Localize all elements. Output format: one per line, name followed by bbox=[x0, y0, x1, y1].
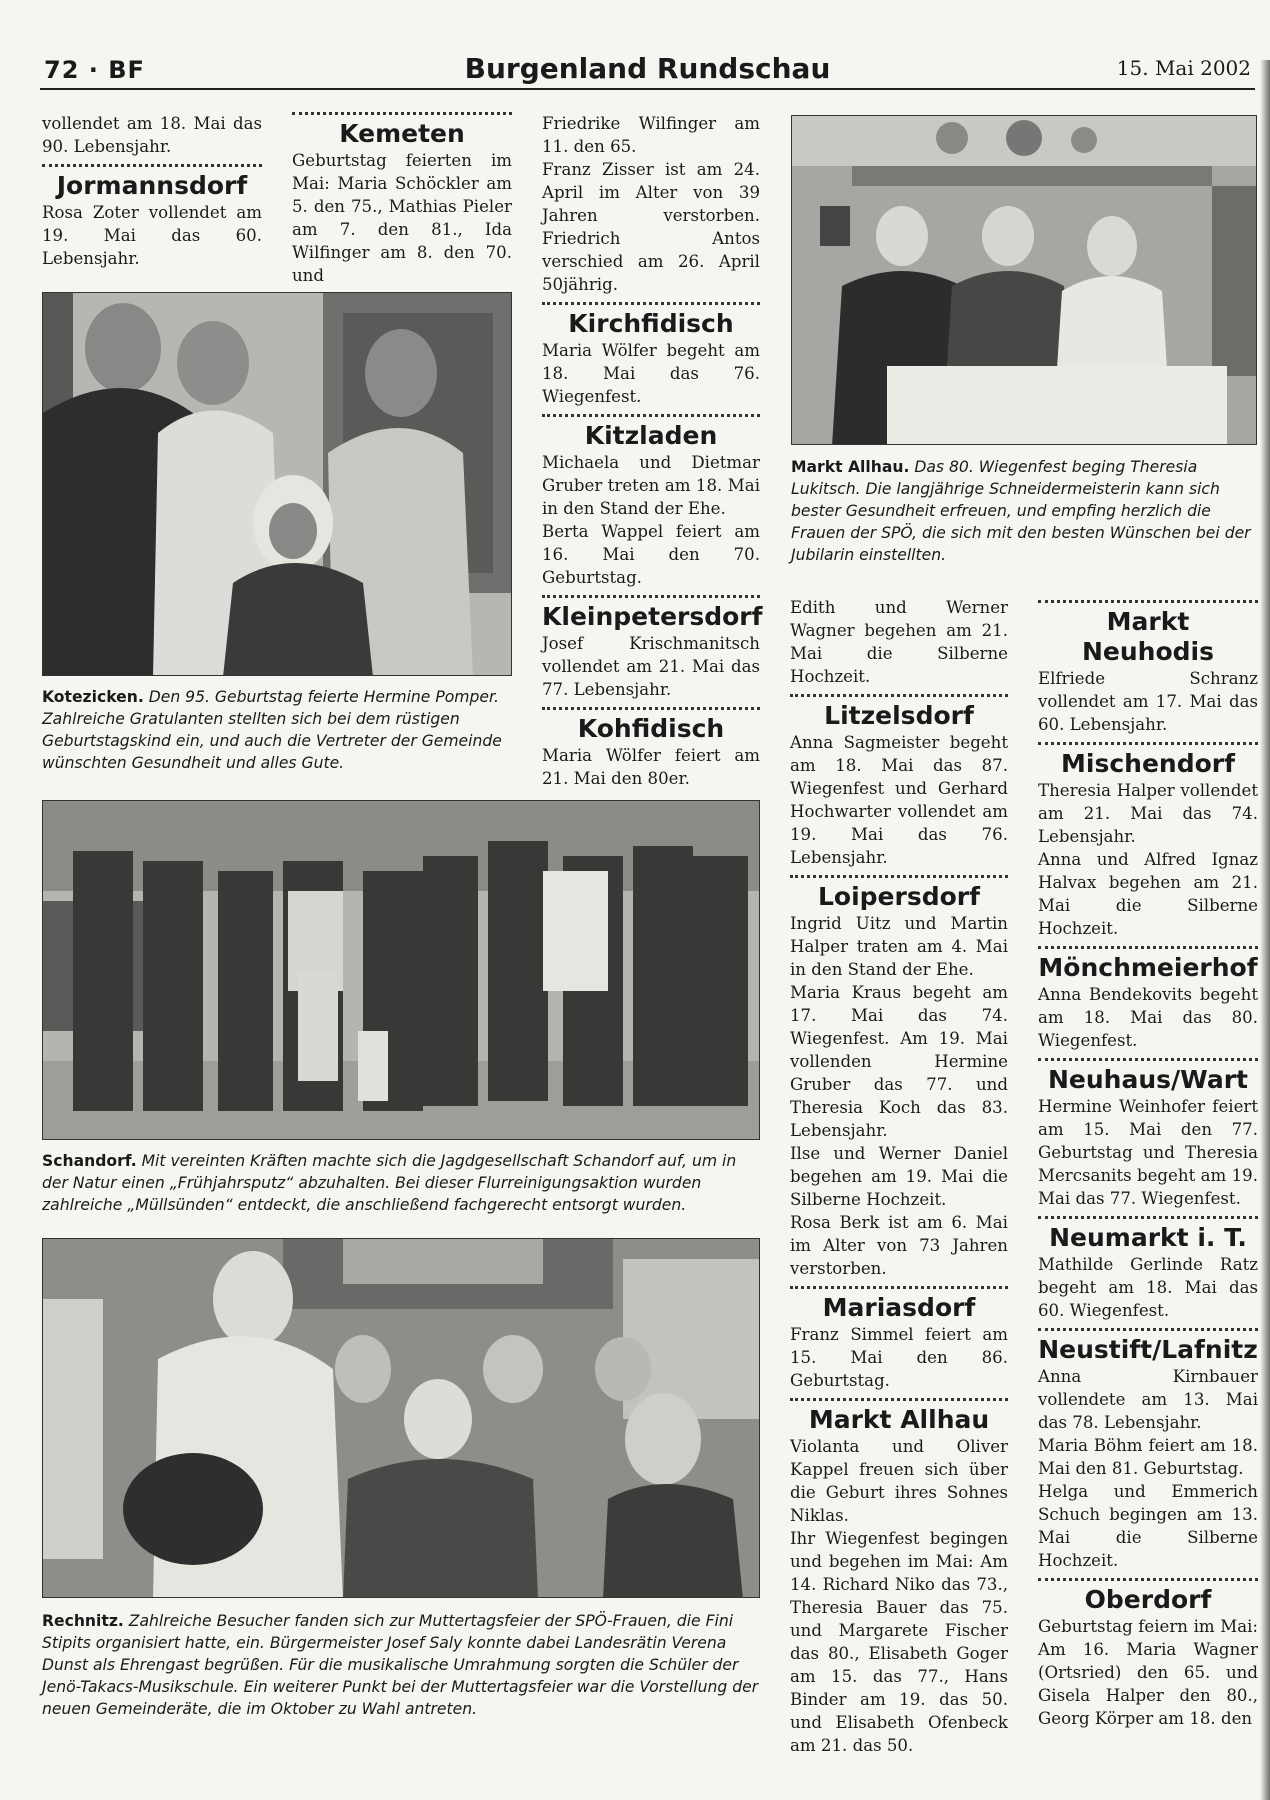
dotted-separator bbox=[42, 164, 262, 167]
dotted-separator bbox=[1038, 600, 1258, 603]
entry-text: Franz Zisser ist am 24. April im Alter von 39 Jahren verstorben. Friedrich Antos verschied am 26. April 50jährig. bbox=[542, 160, 760, 294]
dotted-separator bbox=[542, 302, 760, 305]
entry-text bbox=[42, 201, 262, 270]
municipality-heading: Kohfidisch bbox=[577, 714, 725, 743]
entry-paragraph: Rosa Berk ist am 6. Mai im Alter von 73 Jahren verstorben. bbox=[790, 1213, 1008, 1278]
page-header bbox=[40, 48, 1255, 90]
caption-place: Schandorf. bbox=[42, 1152, 137, 1170]
photo-markt-allhau bbox=[791, 115, 1257, 445]
entry-paragraph: Ihr Wiegenfest begingen und begehen im Mai: Am 14. Richard Niko das 73., Theresia Bauer das 75. und Margarete Fischer das 80., Elisabeth Goger am 15. das 77., Hans Binder am 19. das 50. und Elisabeth Ofenbeck am 21. das 50. bbox=[790, 1529, 1008, 1755]
entry-text bbox=[1038, 1615, 1258, 1730]
entry-paragraph: Maria Wölfer feiert am 21. Mai den 80er. bbox=[542, 746, 760, 788]
dotted-separator bbox=[1038, 946, 1258, 949]
entry-text bbox=[790, 1323, 1008, 1392]
dotted-separator bbox=[1038, 742, 1258, 745]
caption-text: Mit vereinten Kräften machte sich die Jagdgesellschaft Schandorf auf, um in der Natur einen „Frühjahrsputz“ abzuhalten. Bei dieser Flurreinigungsaktion wurden zahlreiche „Müllsünden“ entdeckt, die anschließend fachgerecht entsorgt wurden. bbox=[42, 1152, 737, 1214]
entry-paragraph: Geburtstag feiern im Mai: Am 16. Maria Wagner (Ortsried) den 65. und Gisela Halper den 80., Georg Körper am 18. den bbox=[1038, 1617, 1258, 1728]
entry-text: Friedrike Wilfinger am 11. den 65. bbox=[542, 114, 760, 156]
entry-paragraph: Michaela und Dietmar Gruber treten am 18. Mai in den Stand der Ehe. bbox=[542, 453, 760, 518]
column-5-text bbox=[1038, 596, 1258, 1730]
entry-text: vollendet am 18. Mai das 90. Lebensjahr. bbox=[42, 114, 262, 156]
caption-place: Markt Allhau. bbox=[791, 458, 910, 476]
dotted-separator bbox=[542, 414, 760, 417]
entry-paragraph: Hermine Weinhofer feiert am 15. Mai den 77. Geburtstag und Theresia Mercsanits begeht am 19. Mai das 77. Wiegenfest. bbox=[1038, 1097, 1258, 1208]
entry-paragraph: Franz Simmel feiert am 15. Mai den 86. Geburtstag. bbox=[790, 1325, 1008, 1390]
column-4-text bbox=[790, 596, 1008, 1757]
municipality-heading: Mischendorf bbox=[1061, 749, 1235, 778]
column-1-text bbox=[42, 112, 262, 270]
entry-paragraph: Mathilde Gerlinde Ratz begeht am 18. Mai das 60. Wiegenfest. bbox=[1038, 1255, 1258, 1320]
photo-rechnitz bbox=[42, 1238, 760, 1598]
entry-paragraph: Maria Kraus begeht am 17. Mai das 74. Wiegenfest. Am 19. Mai vollenden Hermine Gruber das 77. und Theresia Koch das 83. Lebensjahr. bbox=[790, 983, 1008, 1140]
caption-kotezicken bbox=[42, 686, 512, 774]
municipality-heading: Neuhaus/Wart bbox=[1048, 1065, 1248, 1094]
entry-text bbox=[1038, 779, 1258, 940]
municipality-heading: Kirchfidisch bbox=[568, 309, 734, 338]
scan-edge-shadow bbox=[1260, 60, 1270, 1800]
caption-text: Zahlreiche Besucher fanden sich zur Muttertagsfeier der SPÖ-Frauen, die Fini Stipits organisiert hatte, ein. Bürgermeister Josef Saly konnte dabei Landesrätin Verena Dunst als Ehrengast begrüßen. Für die musikalische Umrahmung sorgten die Schüler der Jenö-Takacs-Musikschule. Ein weiterer Punkt bei der Muttertagsfeier war die Vorstellung der neuen Gemeinderäte, die im Oktober zu Wahl antreten. bbox=[42, 1612, 759, 1718]
municipality-heading: Kitzladen bbox=[584, 421, 718, 450]
entry-paragraph: Ingrid Uitz und Martin Halper traten am 4. Mai in den Stand der Ehe. bbox=[790, 914, 1008, 979]
caption-schandorf bbox=[42, 1150, 760, 1216]
municipality-heading: Jormannsdorf bbox=[56, 171, 248, 200]
caption-place: Kotezicken. bbox=[42, 688, 144, 706]
entry-paragraph: Josef Krischmanitsch vollendet am 21. Mai das 77. Lebensjahr. bbox=[542, 634, 760, 699]
caption-text: Den 95. Geburtstag feierte Hermine Pomper. Zahlreiche Gratulanten stellten sich bei dem rüstigen Geburtstagskind ein, und auch die Vertreter der Gemeinde wünschten Gesundheit und alles Gute. bbox=[42, 688, 502, 772]
dotted-separator bbox=[790, 1398, 1008, 1401]
caption-markt-allhau bbox=[791, 456, 1257, 566]
column-2-text bbox=[292, 112, 512, 287]
entry-text bbox=[1038, 1253, 1258, 1322]
issue-date: 15. Mai 2002 bbox=[1116, 56, 1251, 80]
municipality-heading: Neumarkt i. T. bbox=[1049, 1223, 1247, 1252]
page-number: 72 · BF bbox=[44, 56, 145, 84]
entry-paragraph: Maria Wölfer begeht am 18. Mai das 76. Wiegenfest. bbox=[542, 341, 760, 406]
entry-paragraph: Elfriede Schranz vollendet am 17. Mai das 60. Lebensjahr. bbox=[1038, 669, 1258, 734]
column-3-text bbox=[542, 112, 763, 790]
entry-text bbox=[1038, 667, 1258, 736]
dotted-separator bbox=[542, 595, 760, 598]
entry-paragraph: Theresia Halper vollendet am 21. Mai das 74. Lebensjahr. bbox=[1038, 781, 1258, 846]
dotted-separator bbox=[1038, 1578, 1258, 1581]
entry-text bbox=[790, 912, 1008, 1280]
dotted-separator bbox=[542, 707, 760, 710]
municipality-heading: Litzelsdorf bbox=[824, 701, 974, 730]
dotted-separator bbox=[790, 1286, 1008, 1289]
entry-text bbox=[1038, 1095, 1258, 1210]
municipality-heading: Neustift/Lafnitz bbox=[1038, 1335, 1258, 1364]
entry-text bbox=[542, 744, 760, 790]
municipality-heading: Loipersdorf bbox=[817, 882, 980, 911]
municipality-heading: Kemeten bbox=[339, 119, 465, 148]
dotted-separator bbox=[292, 112, 512, 115]
municipality-heading: Markt Allhau bbox=[808, 1405, 990, 1434]
photo-schandorf bbox=[42, 800, 760, 1140]
entry-text bbox=[790, 1435, 1008, 1757]
entry-text bbox=[1038, 1365, 1258, 1572]
entry-text bbox=[790, 731, 1008, 869]
entry-paragraph: Berta Wappel feiert am 16. Mai den 70. Geburtstag. bbox=[542, 522, 760, 587]
entry-paragraph: Violanta und Oliver Kappel freuen sich über die Geburt ihres Sohnes Niklas. bbox=[790, 1437, 1008, 1525]
entry-paragraph: Ilse und Werner Daniel begehen am 19. Mai die Silberne Hochzeit. bbox=[790, 1144, 1008, 1209]
caption-text: Das 80. Wiegenfest beging Theresia Lukitsch. Die langjährige Schneidermeisterin kann sich bester Gesundheit erfreuen, und empfing herzlich die Frauen der SPÖ, die sich mit den besten Wünschen bei der Jubilarin einstellten. bbox=[791, 458, 1251, 564]
caption-rechnitz bbox=[42, 1610, 760, 1720]
caption-place: Rechnitz. bbox=[42, 1612, 124, 1630]
entry-paragraph: Maria Böhm feiert am 18. Mai den 81. Geburtstag. bbox=[1038, 1436, 1258, 1478]
entry-paragraph: Anna Kirnbauer vollendete am 13. Mai das 78. Lebensjahr. bbox=[1038, 1367, 1258, 1432]
publication-title: Burgenland Rundschau bbox=[464, 52, 831, 85]
entry-paragraph: Anna und Alfred Ignaz Halvax begehen am 21. Mai die Silberne Hochzeit. bbox=[1038, 850, 1258, 938]
entry-paragraph: Anna Sagmeister begeht am 18. Mai das 87. Wiegenfest und Gerhard Hochwarter vollendet am 19. Mai das 76. Lebensjahr. bbox=[790, 733, 1008, 867]
entry-text: Edith und Werner Wagner begehen am 21. Mai die Silberne Hochzeit. bbox=[790, 598, 1008, 686]
dotted-separator bbox=[1038, 1328, 1258, 1331]
entry-paragraph: Geburtstag feierten im Mai: Maria Schöckler am 5. den 75., Mathias Pieler am 7. den 81., Ida Wilfinger am 8. den 70. und bbox=[292, 151, 512, 285]
municipality-heading: Markt Neuhodis bbox=[1082, 607, 1214, 666]
entry-paragraph: Rosa Zoter vollendet am 19. Mai das 60. Lebensjahr. bbox=[42, 203, 262, 268]
dotted-separator bbox=[790, 694, 1008, 697]
dotted-separator bbox=[1038, 1058, 1258, 1061]
entry-text bbox=[1038, 983, 1258, 1052]
municipality-heading: Oberdorf bbox=[1084, 1585, 1212, 1614]
entry-text bbox=[542, 339, 760, 408]
entry-paragraph: Anna Bendekovits begeht am 18. Mai das 80. Wiegenfest. bbox=[1038, 985, 1258, 1050]
entry-text bbox=[292, 149, 512, 287]
entry-paragraph: Helga und Emmerich Schuch begingen am 13. Mai die Silberne Hochzeit. bbox=[1038, 1482, 1258, 1570]
entry-text bbox=[542, 451, 760, 589]
municipality-heading: Kleinpetersdorf bbox=[542, 602, 763, 631]
dotted-separator bbox=[790, 875, 1008, 878]
municipality-heading: Mönchmeierhof bbox=[1038, 953, 1258, 982]
municipality-heading: Mariasdorf bbox=[822, 1293, 976, 1322]
dotted-separator bbox=[1038, 1216, 1258, 1219]
photo-kotezicken bbox=[42, 292, 512, 676]
entry-text bbox=[542, 632, 760, 701]
